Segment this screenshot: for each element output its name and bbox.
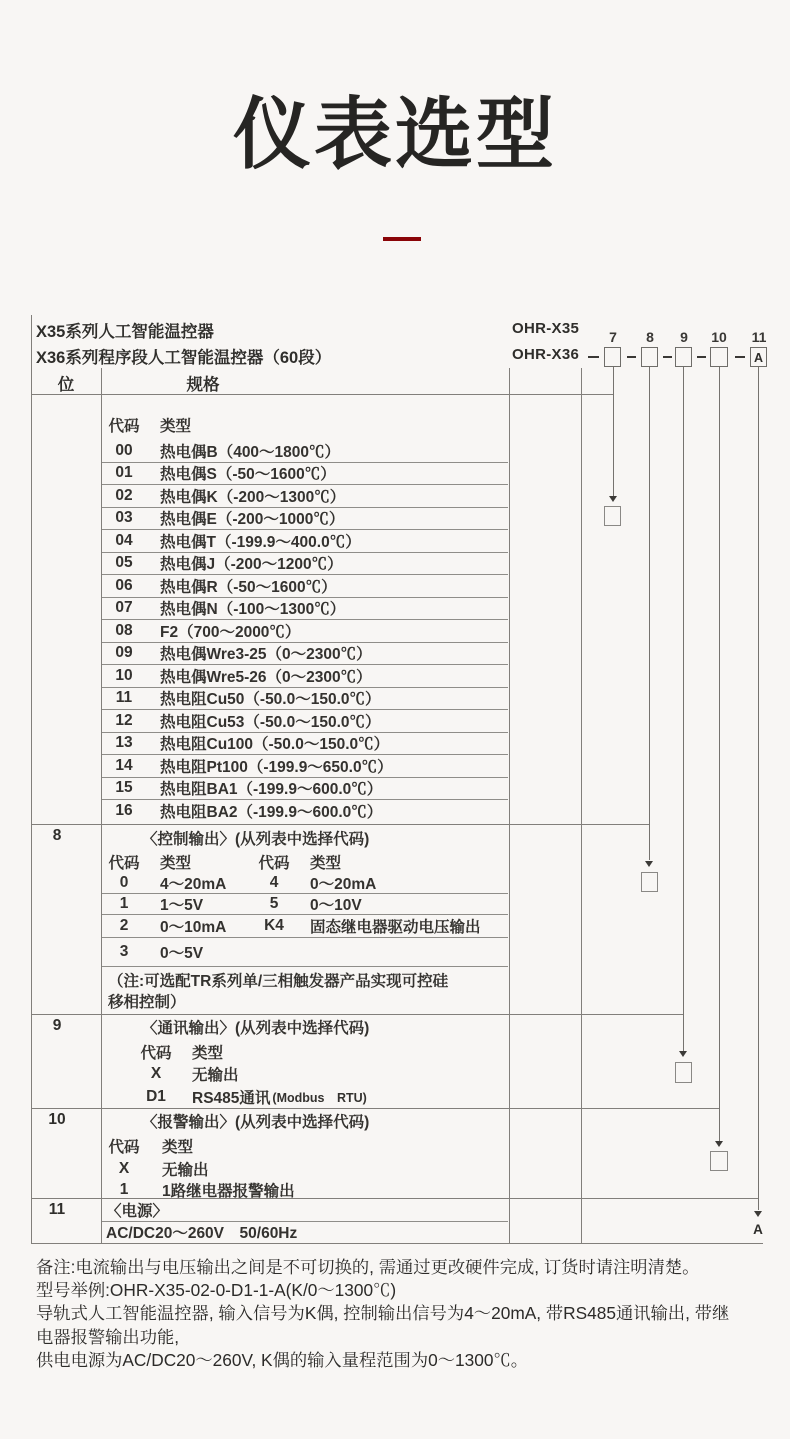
bit-number-11: 11 <box>48 1201 66 1218</box>
page-title: 仪表选型 <box>232 90 557 178</box>
type: 0～5V <box>160 945 204 962</box>
digit-label-9: 9 <box>680 329 688 345</box>
title-underline <box>383 237 421 241</box>
note-line-1: （注:可选配TR系列单/三相触发器产品实现可控硅 <box>108 973 449 990</box>
column-header-spec: 规格 <box>186 376 220 394</box>
model-code-x36: OHR-X36 <box>512 346 580 363</box>
col-header-code: 代码 <box>108 854 140 872</box>
input-header-code: 代码 <box>108 418 140 435</box>
control-output-note <box>102 967 508 1013</box>
type: 0～10V <box>310 897 362 914</box>
input-code: 13 <box>115 734 133 752</box>
note-model-example: 型号举例:OHR-X35-02-0-D1-1-A(K/0～1300℃) <box>36 1280 397 1301</box>
comm-output-row <box>132 1085 508 1108</box>
digit-label-11: 11 <box>751 329 767 345</box>
code: X <box>118 1160 130 1177</box>
input-code: 06 <box>115 576 133 594</box>
table-bottom-border <box>31 1243 763 1244</box>
bit-number-9: 9 <box>52 1017 62 1034</box>
control-output-row <box>102 894 508 915</box>
input-code: 15 <box>115 779 133 797</box>
note-description-1: 导轨式人工智能温控器, 输入信号为K偶, 控制输出信号为4～20mA, 带RS485通讯输出, 带继 <box>36 1303 730 1324</box>
digit-label-7: 7 <box>609 329 617 345</box>
input-type-section <box>102 397 508 824</box>
arrow-down-icon <box>679 1051 687 1057</box>
input-type: 热电阻Cu50（-50.0～150.0℃） <box>160 691 381 709</box>
col-header-code: 代码 <box>140 1044 172 1062</box>
series-x36-label: X36系列程序段人工智能温控器（60段） <box>36 349 332 367</box>
alarm-output-section <box>102 1108 508 1198</box>
type: 0～20mA <box>310 875 377 893</box>
code-box-9 <box>675 347 692 367</box>
col-header-code: 代码 <box>108 1138 140 1156</box>
type: 固态继电器驱动电压输出 <box>310 919 481 936</box>
type-suffix: (Modbus RTU) <box>272 1090 367 1105</box>
input-row <box>102 485 508 508</box>
header-bottom-line <box>31 394 614 395</box>
power-value: AC/DC20～260V 50/60Hz <box>106 1225 298 1242</box>
arrow-down-icon <box>645 861 653 867</box>
input-type: 热电阻Pt100（-199.9～650.0℃） <box>160 758 393 776</box>
input-type: 热电阻Cu53（-50.0～150.0℃） <box>160 713 381 731</box>
drop-line-11 <box>758 367 759 1210</box>
input-header-type: 类型 <box>160 418 192 435</box>
input-type: 热电偶E（-200～1000℃） <box>160 511 345 529</box>
input-row <box>102 800 508 823</box>
input-code: 09 <box>115 644 133 662</box>
note-line-2: 移相控制） <box>108 993 186 1011</box>
control-output-header <box>102 851 508 872</box>
input-table-header <box>102 397 508 440</box>
note-description-2: 电器报警输出功能, <box>36 1326 180 1347</box>
code: 5 <box>269 895 279 912</box>
drop-line-7 <box>613 367 614 497</box>
input-row <box>102 688 508 711</box>
control-output-row <box>102 915 508 938</box>
power-title: 〈电源〉 <box>102 1198 508 1222</box>
digit-label-10: 10 <box>711 329 727 345</box>
control-output-row <box>102 872 508 894</box>
type: 无输出 <box>192 1067 239 1084</box>
code: 1 <box>119 1180 129 1198</box>
comm-output-section <box>102 1014 508 1108</box>
input-row <box>102 575 508 598</box>
input-type: 热电阻Cu100（-50.0～150.0℃） <box>160 736 390 754</box>
col-header-type: 类型 <box>192 1044 224 1062</box>
control-output-title: 〈控制输出〉(从列表中选择代码) <box>142 830 370 848</box>
alarm-output-header <box>102 1134 508 1157</box>
input-row <box>102 710 508 733</box>
input-code: 10 <box>115 666 133 684</box>
input-type: 热电偶Wre5-26（0～2300℃） <box>160 668 372 686</box>
arrow-down-icon <box>715 1141 723 1147</box>
code-box-7 <box>604 347 621 367</box>
code-box-11-fixed-a: A <box>750 347 767 367</box>
input-code: 02 <box>115 486 133 504</box>
note-power: 供电电源为AC/DC20～260V, K偶的输入量程范围为0～1300℃。 <box>36 1349 529 1370</box>
input-type: 热电偶K（-200～1300℃） <box>160 488 346 506</box>
drop-line-10 <box>719 367 720 1141</box>
input-row <box>102 463 508 486</box>
input-code: 14 <box>115 756 133 774</box>
model-col-border <box>581 368 582 1243</box>
input-row <box>102 553 508 576</box>
input-code: 12 <box>115 711 133 729</box>
target-box-7 <box>604 506 621 526</box>
input-row <box>102 733 508 756</box>
digit-label-8: 8 <box>646 329 654 345</box>
target-box-10 <box>710 1151 728 1171</box>
col-header-type: 类型 <box>162 1138 194 1156</box>
input-row <box>102 620 508 643</box>
final-code-a: A <box>753 1222 763 1237</box>
target-box-9 <box>675 1062 692 1083</box>
comm-output-header <box>132 1040 508 1063</box>
input-code: 05 <box>115 554 133 572</box>
input-code: 07 <box>115 599 133 617</box>
type: RS485通讯 <box>192 1089 271 1107</box>
table-left-border <box>31 315 32 1243</box>
bit-number-8: 8 <box>52 827 62 844</box>
input-type: 热电偶T（-199.9～400.0℃） <box>160 533 361 551</box>
alarm-output-title: 〈报警输出〉(从列表中选择代码) <box>142 1114 370 1131</box>
drop-line-8 <box>649 367 650 860</box>
drop-line-9 <box>683 367 684 1051</box>
arrow-down-icon <box>754 1211 762 1217</box>
code: X <box>150 1065 162 1082</box>
input-row <box>102 755 508 778</box>
input-row <box>102 665 508 688</box>
code: 4 <box>269 873 279 891</box>
input-code: 00 <box>115 441 133 459</box>
code-box-8 <box>641 347 658 367</box>
input-type: 热电阻BA2（-199.9～600.0℃） <box>160 804 383 822</box>
alarm-output-row <box>102 1181 508 1198</box>
type: 4～20mA <box>160 875 227 893</box>
input-type: F2（700～2000℃） <box>160 623 301 641</box>
code: 0 <box>119 873 129 891</box>
input-row <box>102 643 508 666</box>
arrow-down-icon <box>609 496 617 502</box>
alarm-output-row <box>102 1157 508 1181</box>
code-separator-dash <box>627 356 636 358</box>
control-output-section <box>102 824 508 1014</box>
col-header-code: 代码 <box>258 854 290 872</box>
code: 3 <box>119 943 129 960</box>
input-code: 04 <box>115 531 133 549</box>
input-code: 11 <box>115 689 133 707</box>
col-header-type: 类型 <box>160 854 192 872</box>
code-box-10 <box>710 347 728 367</box>
type: 1～5V <box>160 897 204 914</box>
note-remark: 备注:电流输出与电压输出之间是不可切换的, 需通过更改硬件完成, 订货时请注明清楚。 <box>36 1257 700 1277</box>
type: 无输出 <box>162 1162 209 1179</box>
control-output-row <box>102 938 508 967</box>
bit-number-10: 10 <box>48 1111 66 1128</box>
column-header-bit: 位 <box>57 376 75 394</box>
target-box-8 <box>641 872 658 892</box>
comm-output-row <box>132 1063 508 1085</box>
input-row <box>102 598 508 621</box>
input-code: 16 <box>115 802 133 820</box>
input-type: 热电阻BA1（-199.9～600.0℃） <box>160 781 383 799</box>
spec-right-border <box>509 368 510 1243</box>
input-type: 热电偶R（-50～1600℃） <box>160 578 337 596</box>
code-separator-dash <box>663 356 672 358</box>
code: 1 <box>119 895 129 912</box>
code: K4 <box>264 917 284 934</box>
input-type: 热电偶J（-200～1200℃） <box>160 556 343 574</box>
type: 0～10mA <box>160 919 227 936</box>
input-type: 热电偶Wre3-25（0～2300℃） <box>160 646 372 664</box>
input-row <box>102 440 508 463</box>
input-type: 热电偶N（-100～1300℃） <box>160 601 346 619</box>
input-code: 03 <box>115 509 133 527</box>
code-separator-dash <box>697 356 706 358</box>
type: 1路继电器报警输出 <box>162 1182 295 1200</box>
series-x35-label: X35系列人工智能温控器 <box>36 323 214 341</box>
input-code: 08 <box>115 621 133 639</box>
model-code-x35: OHR-X35 <box>512 320 580 337</box>
col-header-type: 类型 <box>310 854 342 872</box>
input-row <box>102 530 508 553</box>
code-separator-dash <box>735 356 745 358</box>
code: D1 <box>146 1087 166 1105</box>
code: 2 <box>119 917 129 934</box>
input-type: 热电偶B（400～1800℃） <box>160 443 341 461</box>
input-type: 热电偶S（-50～1600℃） <box>160 466 336 484</box>
input-row <box>102 778 508 801</box>
comm-output-title: 〈通讯输出〉(从列表中选择代码) <box>142 1020 370 1037</box>
footer-notes <box>36 1256 762 1372</box>
power-section <box>102 1198 508 1243</box>
input-code: 01 <box>115 464 133 482</box>
code-separator-dash <box>588 356 599 358</box>
input-row <box>102 508 508 531</box>
